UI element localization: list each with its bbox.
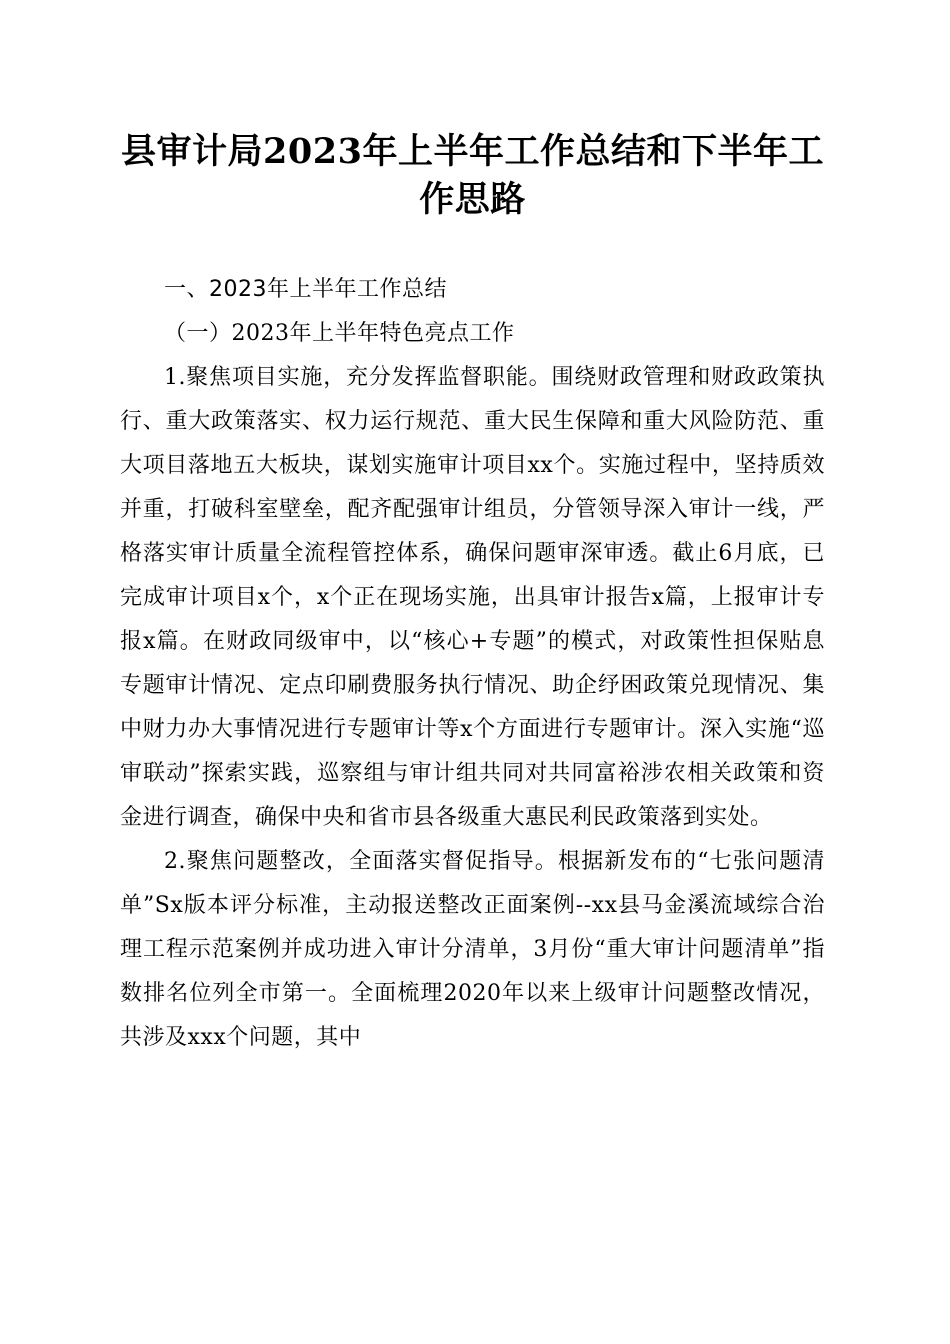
section-heading: 一、2023年上半年工作总结: [164, 277, 447, 302]
sub-heading: （一）2023年上半年特色亮点工作: [164, 321, 515, 346]
title-spacer: [120, 224, 825, 268]
paragraph-2: 2.聚焦问题整改，全面落实督促指导。根据新发布的“七张问题清单”Sx版本评分标准，主动报送整改正面案例--xx县马金溪流域综合治理工程示范案例并成功进入审计分清单，3月份“重大审计问题清单”指数排名位列全市第一。全面梳理2020年以来上级审计问题整改情况，共涉及xxx个问题，其中: [120, 849, 825, 1050]
document-title: 县审计局2023年上半年工作总结和下半年工作思路: [121, 131, 824, 220]
document-page: [120, 128, 825, 1060]
paragraph-1: 1.聚焦项目实施，充分发挥监督职能。围绕财政管理和财政政策执行、重大政策落实、权力运行规范、重大民生保障和重大风险防范、重大项目落地五大板块，谋划实施审计项目xx个。实施过程中，坚持质效并重，打破科室壁垒，配齐配强审计组员，分管领导深入审计一线，严格落实审计质量全流程管控体系，确保问题审深审透。截止6月底，已完成审计项目x个，x个正在现场实施，出具审计报告x篇，上报审计专报x篇。在财政同级审中，以“核心+专题”的模式，对政策性担保贴息专题审计情况、定点印刷费服务执行情况、助企纾困政策兑现情况、集中财力办大事情况进行专题审计等x个方面进行专题审计。深入实施“巡审联动”探索实践，巡察组与审计组共同对共同富裕涉农相关政策和资金进行调查，确保中央和省市县各级重大惠民利民政策落到实处。: [120, 365, 825, 830]
